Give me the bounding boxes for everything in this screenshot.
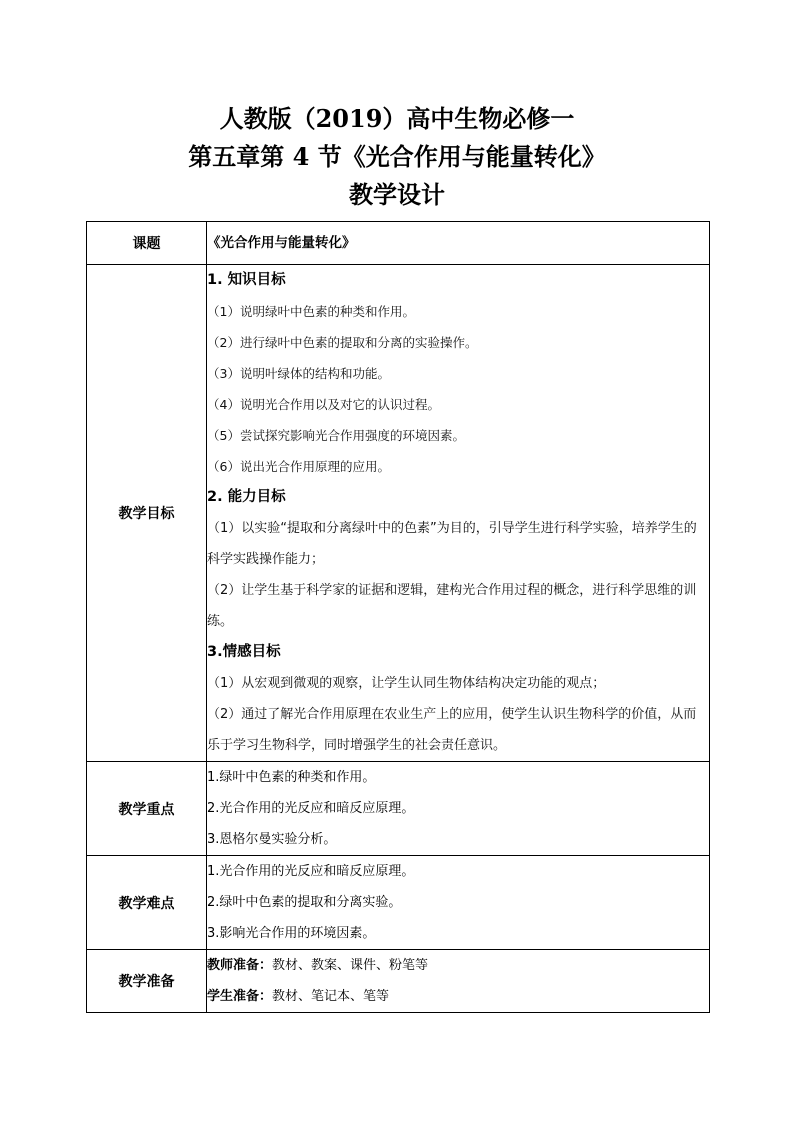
key-point-item: 1.绿叶中色素的种类和作用。 [207,770,376,785]
topic-label: 课题 [87,222,207,265]
difficulties-label: 教学难点 [87,856,207,950]
teacher-prep-value: 教材、教案、课件、粉笔等 [272,958,429,973]
preparation-row [87,950,710,1013]
key-point-item: 2.光合作用的光反应和暗反应原理。 [207,801,415,816]
title-line-1: 人教版（2019）高中生物必修一 [219,104,575,133]
key-points-label: 教学重点 [87,762,207,856]
key-points-content [207,762,710,856]
emotion-item: （1）从宏观到微观的观察，让学生认同生物体结构决定功能的观点； [207,676,606,691]
knowledge-item: （2）进行绿叶中色素的提取和分离的实验操作。 [207,335,478,350]
student-prep [207,981,709,1012]
knowledge-heading: 1. 知识目标 [207,272,286,288]
teacher-prep-label: 教师准备： [207,958,273,973]
student-prep-label: 学生准备： [207,989,273,1004]
difficulty-item: 1.光合作用的光反应和暗反应原理。 [207,864,415,879]
preparation-content [207,950,710,1013]
knowledge-item: （6）说出光合作用原理的应用。 [207,459,390,474]
emotion-item: （2）通过了解光合作用原理在农业生产上的应用，使学生认识生物科学的价值，从而乐于学习生物科学，同时增强学生的社会责任意识。 [207,707,697,753]
lesson-plan-table [86,221,710,1013]
difficulties-row [87,856,710,950]
key-points-row [87,762,710,856]
knowledge-item: （4）说明光合作用以及对它的认识过程。 [207,397,440,412]
knowledge-item: （1）说明绿叶中色素的种类和作用。 [207,304,415,319]
ability-item: （1）以实验“提取和分离绿叶中的色素”为目的，引导学生进行科学实验，培养学生的科学实践操作能力； [207,521,697,567]
student-prep-value: 教材、笔记本、笔等 [272,989,390,1004]
difficulty-item: 2.绿叶中色素的提取和分离实验。 [207,895,402,910]
teacher-prep [207,950,709,981]
emotion-heading: 3.情感目标 [207,644,281,660]
ability-item: （2）让学生基于科学家的证据和逻辑，建构光合作用过程的概念，进行科学思维的训练。 [207,583,697,629]
objectives-label: 教学目标 [87,265,207,762]
document-title [0,100,794,214]
title-line-2: 第五章第 4 节《光合作用与能量转化》 [188,142,606,171]
preparation-label: 教学准备 [87,950,207,1013]
key-point-item: 3.恩格尔曼实验分析。 [207,832,337,847]
ability-heading: 2. 能力目标 [207,489,286,505]
knowledge-item: （5）尝试探究影响光合作用强度的环境因素。 [207,428,465,443]
difficulties-content [207,856,710,950]
topic-value: 《光合作用与能量转化》 [207,222,710,265]
objectives-row [87,265,710,762]
topic-row [87,222,710,265]
title-line-3: 教学设计 [349,180,445,209]
objectives-content [207,265,710,762]
difficulty-item: 3.影响光合作用的环境因素。 [207,926,376,941]
knowledge-item: （3）说明叶绿体的结构和功能。 [207,366,390,381]
